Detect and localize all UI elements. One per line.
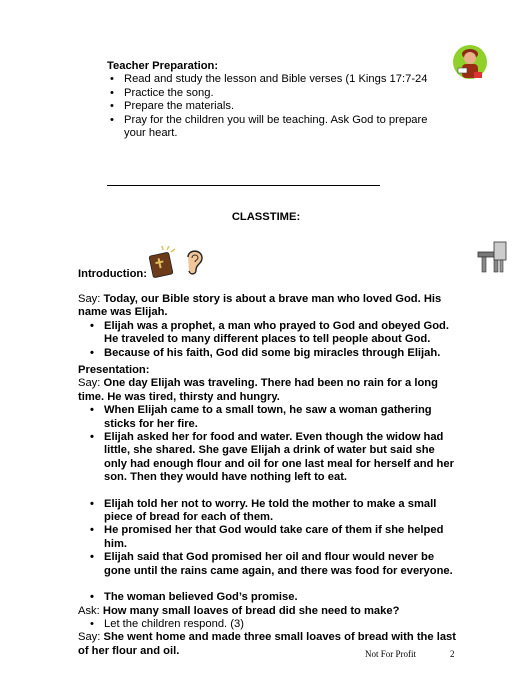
teacher-prep-heading: Teacher Preparation: [107, 60, 219, 72]
say-text: One day Elijah was traveling. There had been no rain for a long time. He was tired, thirsty and hungry. [78, 377, 438, 403]
list-item: • Because of his faith, God did some big miracles through Elijah. [87, 347, 458, 360]
presentation-heading: Presentation: [78, 364, 150, 376]
list-item: • He promised her that God would take care of them if she helped him. [87, 524, 458, 551]
presentation-say [78, 377, 458, 404]
presentation-list-b [87, 498, 458, 578]
teacher-prep-list [107, 73, 467, 140]
page-number: 2 [450, 649, 455, 659]
divider-line [107, 185, 380, 186]
list-item: • When Elijah came to a small town, he saw a woman gathering sticks for her fire. [87, 404, 458, 431]
say-text: She went home and made three small loaves of bread with the last of her flour and oil. [78, 631, 456, 657]
list-item: • The woman believed God’s promise. [87, 591, 458, 604]
say-label: Say: [78, 293, 101, 305]
ask-list [87, 618, 458, 631]
bible-icon [147, 246, 181, 278]
footer-text: Not For Profit [365, 649, 417, 659]
presentation-section [78, 364, 458, 658]
teacher-prep-section [107, 60, 467, 140]
ask-text: How many small loaves of bread did she need to make? [102, 604, 400, 617]
ear-icon [182, 247, 206, 277]
list-item: • Elijah said that God promised her oil and flour would never be gone until the rains came again, and there was food for everyone. [87, 551, 458, 578]
list-item: • Read and study the lesson and Bible verses (1 Kings 17:7-24 [107, 73, 467, 86]
classtime-heading: CLASSTIME: [231, 211, 301, 223]
list-item: • Practice the song. [107, 87, 467, 100]
list-item: • Pray for the children you will be teaching. Ask God to prepare your heart. [107, 114, 450, 141]
list-item: • Prepare the materials. [107, 100, 467, 113]
presentation-ask [78, 605, 458, 618]
presentation-list-a [87, 404, 458, 484]
introduction-section [78, 293, 458, 360]
list-item: • Elijah told her not to worry. He told the mother to make a small piece of bread for each of them. [87, 498, 458, 525]
introduction-list [87, 320, 458, 360]
say-label: Say: [78, 377, 101, 390]
presentation-list-c [87, 591, 458, 604]
school-desk-icon [474, 240, 510, 274]
introduction-heading: Introduction: [78, 268, 147, 280]
ask-label: Ask: [78, 604, 100, 617]
list-item: • Let the children respond. (3) [87, 618, 458, 631]
list-item: • Elijah asked her for food and water. Even though the widow had little, she shared. She gave Elijah a drink of water but said she only had enough flour and oil for one last meal for herself and her son. Then they would have nothing left to eat. [87, 431, 458, 485]
introduction-say [78, 293, 458, 320]
list-item: • Elijah was a prophet, a man who prayed to God and obeyed God. He traveled to many different places to tell people about God. [87, 320, 458, 347]
say-label: Say: [78, 631, 101, 644]
say-text: Today, our Bible story is about a brave man who loved God. His name was Elijah. [78, 293, 442, 319]
